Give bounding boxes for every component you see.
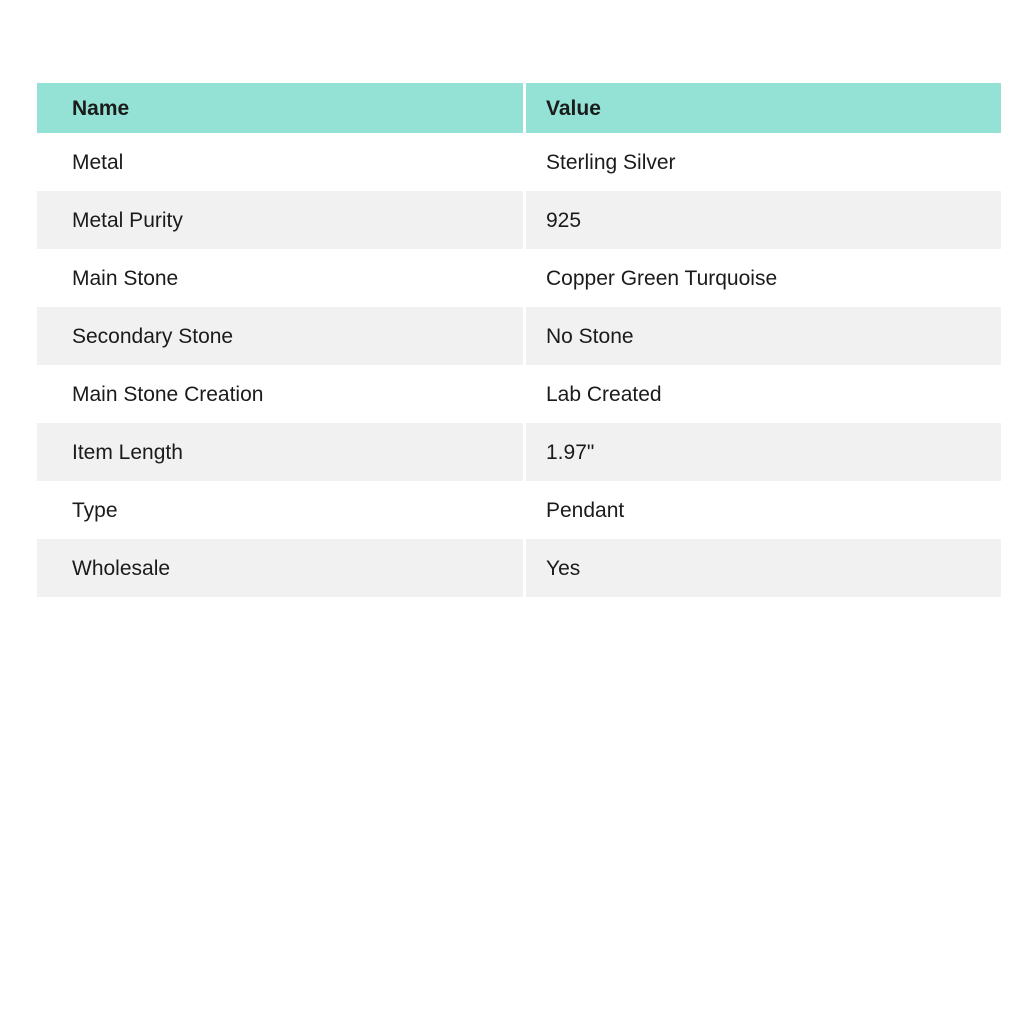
spec-name-cell: Metal Purity [37,191,523,249]
spec-value-cell: 1.97" [526,423,1001,481]
column-header-name: Name [37,83,523,133]
table-row [37,481,1001,539]
spec-value-cell: Yes [526,539,1001,597]
table-header-row [37,83,1001,133]
spec-name-cell: Secondary Stone [37,307,523,365]
spec-name-cell: Item Length [37,423,523,481]
table-row [37,307,1001,365]
spec-name-cell: Wholesale [37,539,523,597]
spec-value-cell: No Stone [526,307,1001,365]
table-row [37,365,1001,423]
product-spec-table [37,83,1001,597]
table-row [37,539,1001,597]
spec-value-cell: Pendant [526,481,1001,539]
spec-name-cell: Type [37,481,523,539]
table-row [37,423,1001,481]
table-row [37,191,1001,249]
spec-value-cell: 925 [526,191,1001,249]
table-row [37,249,1001,307]
table-row [37,133,1001,191]
column-header-value: Value [526,83,1001,133]
spec-value-cell: Sterling Silver [526,133,1001,191]
spec-name-cell: Metal [37,133,523,191]
spec-value-cell: Lab Created [526,365,1001,423]
spec-value-cell: Copper Green Turquoise [526,249,1001,307]
table-body [37,133,1001,597]
spec-name-cell: Main Stone Creation [37,365,523,423]
spec-name-cell: Main Stone [37,249,523,307]
